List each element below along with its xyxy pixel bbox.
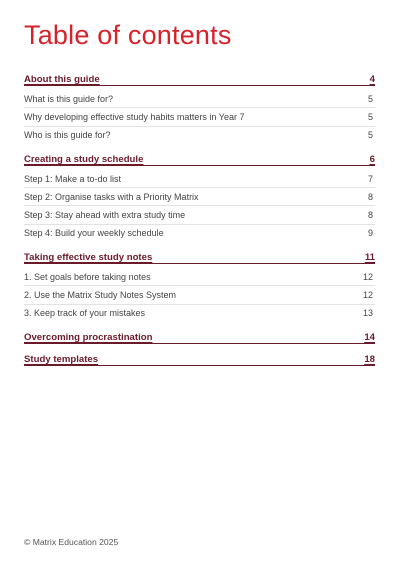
toc-entry[interactable]: [24, 170, 375, 188]
entry-label: What is this guide for?: [24, 93, 114, 104]
entry-label: Who is this guide for?: [24, 130, 111, 141]
entry-page-number: 7: [367, 173, 373, 184]
entry-page-number: 9: [367, 228, 373, 239]
entry-page-number: 8: [367, 191, 373, 202]
entry-page-number: 5: [367, 111, 373, 122]
toc-entry[interactable]: [24, 127, 375, 144]
toc-section-procrastination: [24, 328, 375, 344]
section-page-number: 11: [364, 252, 375, 264]
entry-page-number: 12: [362, 271, 373, 282]
entry-label: Step 2: Organise tasks with a Priority Matrix: [24, 191, 199, 202]
section-title: Study templates: [24, 353, 99, 365]
page-title: Table of contents: [24, 20, 232, 50]
toc-entry[interactable]: [24, 206, 375, 224]
toc-entry[interactable]: [24, 268, 375, 286]
section-title: Overcoming procrastination: [24, 331, 153, 343]
entry-page-number: 12: [362, 290, 373, 301]
section-page-number: 6: [369, 153, 375, 165]
entry-page-number: 5: [367, 130, 373, 141]
section-heading[interactable]: [24, 248, 375, 264]
table-of-contents: [24, 70, 375, 372]
entry-label: Why developing effective study habits matters in Year 7: [24, 111, 245, 122]
entry-page-number: 8: [367, 210, 373, 221]
entry-label: 1. Set goals before taking notes: [24, 271, 151, 282]
section-heading[interactable]: [24, 350, 375, 366]
entry-label: Step 1: Make a to-do list: [24, 173, 122, 184]
toc-section-schedule: [24, 150, 375, 242]
toc-section-templates: [24, 350, 375, 366]
toc-section-about: [24, 70, 375, 144]
section-title: About this guide: [24, 74, 100, 85]
entry-label: Step 4: Build your weekly schedule: [24, 228, 164, 239]
section-heading[interactable]: [24, 150, 375, 166]
section-page-number: 14: [364, 331, 375, 343]
entry-page-number: 13: [362, 308, 373, 319]
section-title: Taking effective study notes: [24, 252, 153, 264]
entry-page-number: 5: [367, 93, 373, 104]
toc-entry[interactable]: [24, 90, 375, 108]
section-page-number: 4: [369, 74, 375, 85]
toc-entry[interactable]: [24, 225, 375, 242]
footer-copyright: © Matrix Education 2025: [24, 537, 119, 547]
toc-entry[interactable]: [24, 188, 375, 206]
toc-entry[interactable]: [24, 305, 375, 322]
entry-label: Step 3: Stay ahead with extra study time: [24, 210, 186, 221]
section-heading[interactable]: [24, 328, 375, 344]
section-title: Creating a study schedule: [24, 153, 144, 165]
section-heading[interactable]: [24, 70, 375, 86]
entry-label: 2. Use the Matrix Study Notes System: [24, 290, 177, 301]
entry-label: 3. Keep track of your mistakes: [24, 308, 146, 319]
section-page-number: 18: [364, 353, 375, 365]
toc-entry[interactable]: [24, 108, 375, 126]
toc-entry[interactable]: [24, 286, 375, 304]
toc-section-notes: [24, 248, 375, 322]
